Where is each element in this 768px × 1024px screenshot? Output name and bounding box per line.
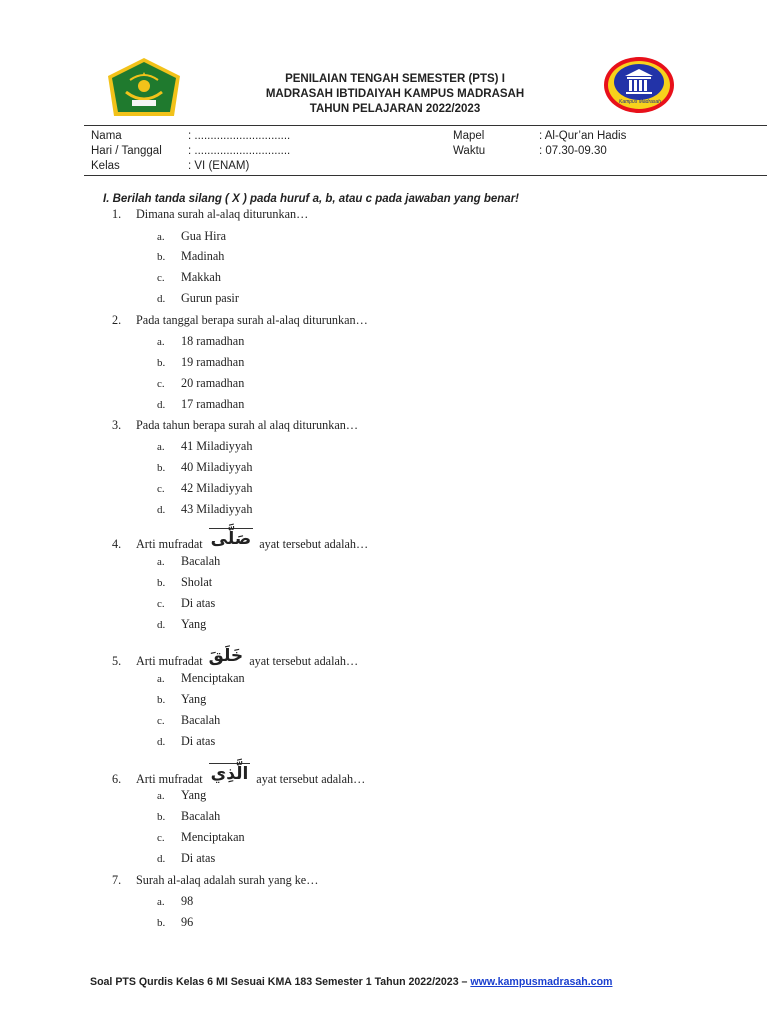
option-6c[interactable]: c. Menciptakan	[157, 830, 245, 844]
question-7: 7. Surah al-alaq adalah surah yang ke…	[112, 873, 319, 887]
option-1d[interactable]: d. Gurun pasir	[157, 291, 239, 305]
question-text: Pada tanggal berapa surah al-alaq diturunkan…	[136, 313, 368, 327]
hari-field[interactable]: : ..............................	[188, 145, 291, 157]
info-divider	[84, 175, 767, 176]
footer-text: Soal PTS Qurdis Kelas 6 MI Sesuai KMA 183 Semester 1 Tahun 2022/2023 –	[90, 976, 471, 988]
footer-link[interactable]: www.kampusmadrasah.com	[470, 976, 613, 988]
option-5d[interactable]: d. Di atas	[157, 734, 216, 748]
option-2c[interactable]: c. 20 ramadhan	[157, 376, 245, 390]
option-4b[interactable]: b. Sholat	[157, 575, 213, 589]
option-4a[interactable]: a. Bacalah	[157, 554, 221, 568]
option-5c[interactable]: c. Bacalah	[157, 713, 221, 727]
kampus-madrasah-logo	[603, 56, 675, 114]
mapel-label: Mapel	[453, 130, 485, 142]
option-2a[interactable]: a. 18 ramadhan	[157, 334, 245, 348]
nama-field[interactable]: : ..............................	[188, 130, 291, 142]
question-text-pre: Arti mufradat	[136, 772, 203, 786]
question-5: 5. Arti mufradat خَلَقَ ayat tersebut adalah…	[112, 646, 359, 668]
question-text: Dimana surah al-alaq diturunkan…	[136, 207, 309, 221]
waktu-label: Waktu	[453, 145, 486, 157]
option-2b[interactable]: b. 19 ramadhan	[157, 355, 245, 369]
arabic-word: صَلَّى	[210, 529, 252, 549]
option-3d[interactable]: d. 43 Miladiyyah	[157, 502, 253, 516]
option-5a[interactable]: a. Menciptakan	[157, 671, 245, 685]
question-text-post: ayat tersebut adalah…	[256, 772, 366, 786]
option-3c[interactable]: c. 42 Miladiyyah	[157, 481, 253, 495]
logo-caption: Kampus Madrasah	[619, 99, 661, 105]
option-2d[interactable]: d. 17 ramadhan	[157, 397, 245, 411]
exam-header	[230, 72, 560, 117]
header-line-3: TAHUN PELAJARAN 2022/2023	[309, 103, 481, 115]
hari-label: Hari / Tanggal	[91, 145, 162, 157]
student-info-labels	[91, 129, 162, 174]
question-text-pre: Arti mufradat	[136, 654, 203, 668]
subject-info-labels	[453, 129, 485, 159]
nama-label: Nama	[91, 130, 122, 142]
question-text-post: ayat tersebut adalah…	[259, 537, 369, 551]
question-3: 3. Pada tahun berapa surah al alaq diturunkan…	[112, 418, 359, 432]
kemenag-logo	[104, 56, 184, 120]
student-info-values	[188, 129, 290, 174]
option-6d[interactable]: d. Di atas	[157, 851, 216, 865]
section-instruction: I. Berilah tanda silang ( X ) pada huruf a, b, atau c pada jawaban yang benar!	[103, 193, 520, 205]
option-5b[interactable]: b. Yang	[157, 692, 207, 706]
header-divider	[84, 125, 767, 126]
option-4c[interactable]: c. Di atas	[157, 596, 216, 610]
option-1a[interactable]: a. Gua Hira	[157, 229, 227, 243]
kelas-value: : VI (ENAM)	[188, 160, 250, 172]
arabic-word: خَلَقَ	[208, 646, 244, 666]
option-4d[interactable]: d. Yang	[157, 617, 207, 631]
question-1: 1. Dimana surah al-alaq diturunkan…	[112, 207, 309, 221]
question-text-post: ayat tersebut adalah…	[249, 654, 359, 668]
question-2: 2. Pada tanggal berapa surah al-alaq diturunkan…	[112, 313, 368, 327]
question-text: Surah al-alaq adalah surah yang ke…	[136, 873, 319, 887]
option-6b[interactable]: b. Bacalah	[157, 809, 221, 823]
question-6: 6. Arti mufradat الَّذِي ayat tersebut adalah…	[112, 764, 366, 786]
subject-info-values	[539, 129, 626, 159]
question-text: Pada tahun berapa surah al alaq diturunkan…	[136, 418, 359, 432]
question-4: 4. Arti mufradat صَلَّى ayat tersebut adalah…	[112, 529, 369, 551]
kelas-label: Kelas	[91, 160, 120, 172]
mapel-value: : Al-Qur’an Hadis	[539, 130, 627, 142]
option-7b[interactable]: b. 96	[157, 915, 194, 929]
waktu-value: : 07.30-09.30	[539, 145, 607, 157]
option-3b[interactable]: b. 40 Miladiyyah	[157, 460, 253, 474]
question-text-pre: Arti mufradat	[136, 537, 203, 551]
option-7a[interactable]: a. 98	[157, 894, 194, 908]
header-line-1: PENILAIAN TENGAH SEMESTER (PTS) I	[285, 73, 505, 85]
option-6a[interactable]: a. Yang	[157, 788, 207, 802]
page-footer	[90, 976, 612, 988]
arabic-word: الَّذِي	[210, 764, 249, 784]
option-3a[interactable]: a. 41 Miladiyyah	[157, 439, 253, 453]
header-line-2: MADRASAH IBTIDAIYAH KAMPUS MADRASAH	[265, 88, 525, 100]
option-1c[interactable]: c. Makkah	[157, 270, 221, 284]
option-1b[interactable]: b. Madinah	[157, 249, 225, 263]
